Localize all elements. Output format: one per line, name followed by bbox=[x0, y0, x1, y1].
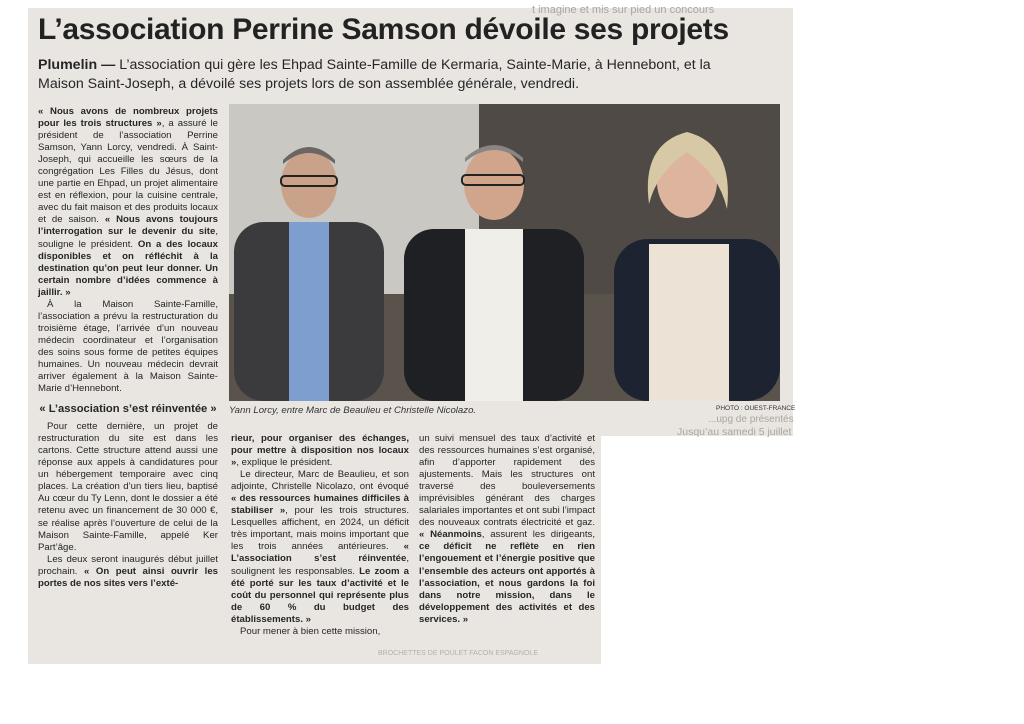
column-2 bbox=[231, 433, 409, 638]
quote: « Nous avons toujours l’interrogation sur le devenir du site bbox=[38, 214, 218, 238]
quote: Le zoom a été porté sur les taux d’activité et le coût du personnel qui représente plus de 60 % du budget des établissements. » bbox=[231, 565, 409, 625]
bleed-through-footer: BROCHETTES DE POULET FACON ESPAGNOLE bbox=[378, 650, 538, 657]
paragraph bbox=[231, 469, 409, 626]
paragraph: Pour mener à bien cette mission, bbox=[240, 625, 381, 637]
bleed-through-text: Jusqu’au samedi 5 juillet bbox=[677, 426, 792, 438]
column-3 bbox=[419, 433, 595, 626]
quote: On a des locaux disponibles et on réfléchit à la destination qu’on peut leur donner. Un certain nombre d’idées commence à jaillir. » bbox=[38, 238, 218, 298]
paragraph: Pour cette dernière, un projet de restructuration du site est dans les cartons. Cette structure attend aussi une réponse aux appels à candidatures pour un hébergement temporaire avec cinq places. La création d’un tiers lieu, baptisé Au cœur du Ty Lenn, dont le dossier a été retenu avec un financement de 30 000 €, se réalise après l’ouverture de celui de la Maison Sainte-Famille, appelé Ker Part’âge. bbox=[38, 421, 218, 553]
text: , soulignent les responsables. bbox=[231, 553, 409, 577]
text: , pour les trois structures. Lesquelles affichent, en 2024, un déficit très important, mais moins important que les trois années antérieures. bbox=[231, 505, 409, 553]
paragraph bbox=[231, 433, 409, 469]
headline: L’association Perrine Samson dévoile ses projets bbox=[38, 13, 729, 46]
quote: « des ressources humaines difficiles à stabiliser » bbox=[231, 493, 409, 517]
quote: ce déficit ne reflète en rien l’engouement et l’énergie positive que l’ensemble des acteurs ont apportés à l’association, et nous gardons la foi dans notre mission, dans le développement des activités et des services. » bbox=[419, 541, 595, 625]
column-1 bbox=[38, 106, 218, 590]
quote: « Nous avons de nombreux projets pour les trois structures » bbox=[38, 106, 218, 130]
text: , a assuré le président de l’association Perrine Samson, Yann Lorcy, vendredi. À Saint-Joseph, qui accueille les sœurs de la congrégation Les Filles du Jésus, dont une partie en Ehpad, un projet alimentaire est en réflexion, pour la cuisine centrale, avec du fait maison et des produits locaux et de saison. bbox=[38, 118, 218, 226]
paragraph bbox=[38, 554, 218, 590]
paragraph bbox=[419, 433, 595, 626]
subheading: « L’association s’est réinventée » bbox=[39, 403, 217, 416]
quote: « On peut ainsi ouvrir les portes de nos sites vers l’exté- bbox=[38, 565, 219, 589]
photo-caption: Yann Lorcy, entre Marc de Beaulieu et Christelle Nicolazo. bbox=[229, 405, 477, 416]
text: , assurent les dirigeants, bbox=[481, 529, 595, 541]
photo-credit: PHOTO : OUEST-FRANCE bbox=[716, 405, 796, 412]
quote: « L’association s’est réinventée bbox=[231, 541, 409, 565]
standfirst bbox=[38, 56, 758, 94]
text: , souligne le président. bbox=[38, 226, 218, 250]
quote: rieur, pour organiser des échanges, pour mettre à disposition nos locaux » bbox=[231, 433, 409, 469]
blank-paper-area bbox=[601, 436, 793, 664]
bleed-through-text: t imagine et mis sur pied un concours bbox=[532, 4, 715, 16]
paragraph: À la Maison Sainte-Famille, l’association a prévu la restructuration du troisième étage, l’arrivée d’un nouveau médecin coordinateur et l’organisation des soins sous forme de petites équipes humaines. Un nouveau médecin devrait arriver également à la Maison Sainte-Marie d’Hennebont. bbox=[38, 298, 218, 395]
text: Le directeur, Marc de Beaulieu, et son adjointe, Christelle Nicolazo, ont évoqué bbox=[231, 469, 409, 493]
bleed-through-text: ...upg de présentés bbox=[708, 414, 794, 425]
article-photo bbox=[229, 104, 780, 401]
photo-illustration bbox=[229, 104, 780, 401]
text: un suivi mensuel des taux d’activité et des ressources humaines s’est organisé, afin d’apporter rapidement des ajustements. Mais les structures ont traversé des bouleversements imprévisibles générant des charges salariales importantes et ont subi l’impact des nouveaux contrats électricité et gaz. bbox=[419, 433, 595, 529]
dateline: Plumelin — bbox=[38, 57, 116, 73]
quote: « Néanmoins bbox=[419, 529, 482, 541]
paragraph bbox=[38, 106, 218, 299]
text: , explique le président. bbox=[236, 457, 333, 469]
text: Les deux seront inaugurés début juillet prochain. bbox=[38, 553, 218, 577]
standfirst-text: L’association qui gère les Ehpad Sainte-Famille de Kermaria, Sainte-Marie, à Hennebont, et la Maison Saint-Joseph, a dévoilé ses projets lors de son assemblée générale, vendredi. bbox=[38, 57, 711, 92]
